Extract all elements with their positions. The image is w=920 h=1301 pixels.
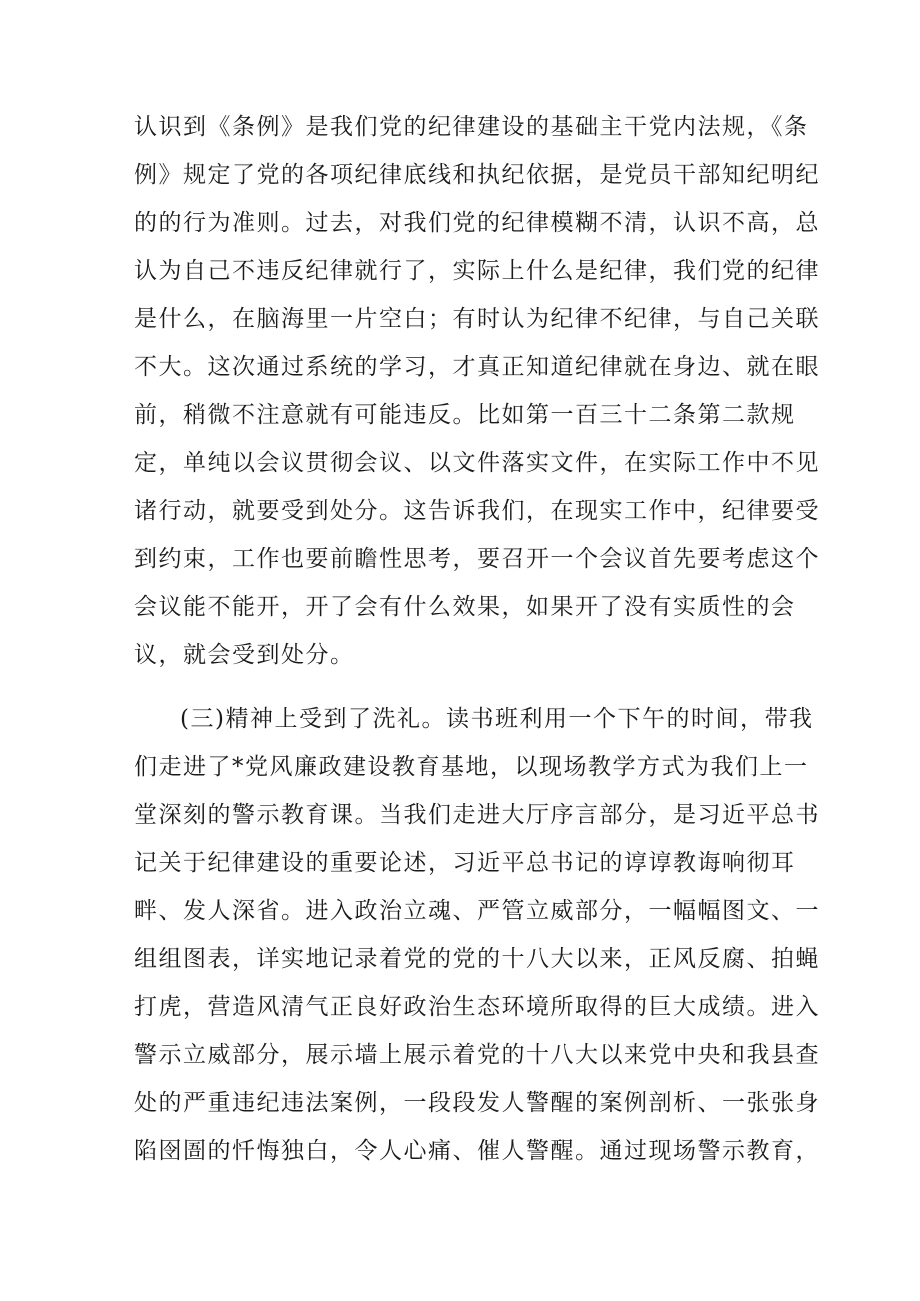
text-line: 不大。这次通过系统的学习，才真正知道纪律就在身边、就在眼 — [134, 354, 820, 380]
text-line: 前，稍微不注意就有可能违反。比如第一百三十二条第二款规 — [134, 402, 796, 428]
text-line: 认识到《条例》是我们党的纪律建设的基础主干党内法规，《条 — [134, 114, 809, 140]
text-line: 议，就会受到处分。 — [134, 642, 355, 668]
text-line: 是什么，在脑海里一片空白；有时认为纪律不纪律，与自己关联 — [134, 306, 820, 332]
text-line: 堂深刻的警示教育课。当我们走进大厅序言部分，是习近平总书 — [134, 802, 820, 828]
text-line: 处的严重违纪违法案例，一段段发人警醒的案例剖析、一张张身 — [134, 1090, 820, 1116]
text-line: 记关于纪律建设的重要论述，习近平总书记的谆谆教诲响彻耳 — [134, 850, 796, 876]
text-line: 定，单纯以会议贯彻会议、以文件落实文件，在实际工作中不见 — [134, 450, 820, 476]
text-line: 警示立威部分，展示墙上展示着党的十八大以来党中央和我县查 — [134, 1042, 820, 1068]
text-line: 打虎，营造风清气正良好政治生态环境所取得的巨大成绩。进入 — [134, 994, 820, 1020]
text-line: 认为自己不违反纪律就行了，实际上什么是纪律，我们党的纪律 — [134, 258, 820, 284]
paragraph-discipline-regulations — [134, 103, 820, 679]
text-line: 的的行为准则。过去，对我们党的纪律模糊不清，认识不高，总 — [134, 210, 820, 236]
text-line: 诸行动，就要受到处分。这告诉我们，在现实工作中，纪律要受 — [134, 498, 820, 524]
text-line: 到约束，工作也要前瞻性思考，要召开一个会议首先要考虑这个 — [134, 546, 820, 572]
text-line: 畔、发人深省。进入政治立魂、严管立威部分，一幅幅图文、一 — [134, 898, 820, 924]
text-line: 们走进了*党风廉政建设教育基地，以现场教学方式为我们上一 — [134, 754, 809, 780]
paragraph-spiritual-baptism — [134, 695, 820, 1175]
text-line: 组组图表，详实地记录着党的党的十八大以来，正风反腐、拍蝇 — [134, 946, 820, 972]
text-line: 例》规定了党的各项纪律底线和执纪依据，是党员干部知纪明纪 — [134, 162, 820, 188]
text-line: 陷囹圄的忏悔独白，令人心痛、催人警醒。通过现场警示教育， — [134, 1138, 820, 1164]
text-line: 会议能不能开，开了会有什么效果，如果开了没有实质性的会 — [134, 594, 796, 620]
text-line: (三)精神上受到了洗礼。读书班利用一个下午的时间，带我 — [180, 706, 814, 732]
